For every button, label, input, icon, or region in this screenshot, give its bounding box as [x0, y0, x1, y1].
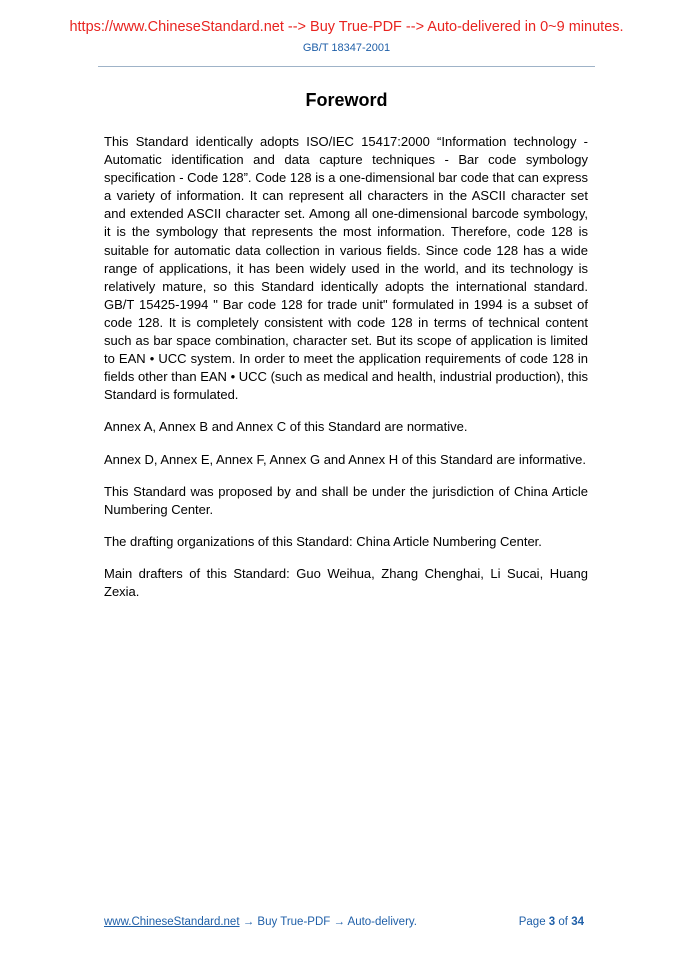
page-total: 34: [571, 916, 584, 928]
top-banner-link[interactable]: https://www.ChineseStandard.net --> Buy True-PDF --> Auto-delivered in 0~9 minutes.: [69, 19, 624, 35]
page-indicator: [519, 916, 584, 928]
footer-site-link[interactable]: www.ChineseStandard.net: [104, 916, 240, 928]
paragraph-informative-annexes: Annex D, Annex E, Annex F, Annex G and Annex H of this Standard are informative.: [104, 451, 587, 467]
paragraph-drafters: Main drafters of this Standard: Guo Weihua, Zhang Chenghai, Li Sucai, Huang Zexia.: [104, 565, 588, 599]
paragraph-adoption: This Standard identically adopts ISO/IEC 15417:2000 “Information technology - Automatic identification and data capture techniques - Bar code symbology specification - Code 128”. Code 128 is a one-dimensional bar code that can express a variety of information. It can represent all characters in the ASCII character set and extended ASCII character set. Among all one-dimensional barcode symbology, it is the symbology that represents the most information. Therefore, code 128 is suitable for automatic data collection in various fields. Since code 128 has a wide range of applications, it has been widely used in the world, and its technology is relatively mature, so this Standard identically adopts the international standard. GB/T 15425-1994 " Bar code 128 for trade unit" formulated in 1994 is a subset of code 128. It is completely consistent with code 128 in terms of technical content such as bar space combination, character set. But its scope of application is limited to EAN • UCC system. In order to meet the application requirements of code 128 in fields other than EAN • UCC (such as medical and health, industrial production), this Standard is formulated.: [104, 134, 588, 403]
foreword-body: [104, 133, 588, 615]
page-label: Page: [518, 916, 546, 928]
footer-promo-text: → Buy True-PDF → Auto-delivery.: [239, 916, 417, 928]
paragraph-drafting-organization: The drafting organizations of this Standard: China Article Numbering Center.: [104, 533, 542, 549]
page-of-label: of: [558, 916, 568, 928]
page-current: 3: [548, 916, 556, 928]
standard-code: GB/T 18347-2001: [302, 42, 391, 54]
footer-promo: [104, 916, 417, 928]
header-divider: [98, 66, 595, 67]
paragraph-normative-annexes: Annex A, Annex B and Annex C of this Standard are normative.: [104, 419, 468, 435]
page-title: Foreword: [305, 90, 388, 110]
paragraph-jurisdiction: This Standard was proposed by and shall be under the jurisdiction of China Article Numbering Center.: [104, 483, 588, 517]
